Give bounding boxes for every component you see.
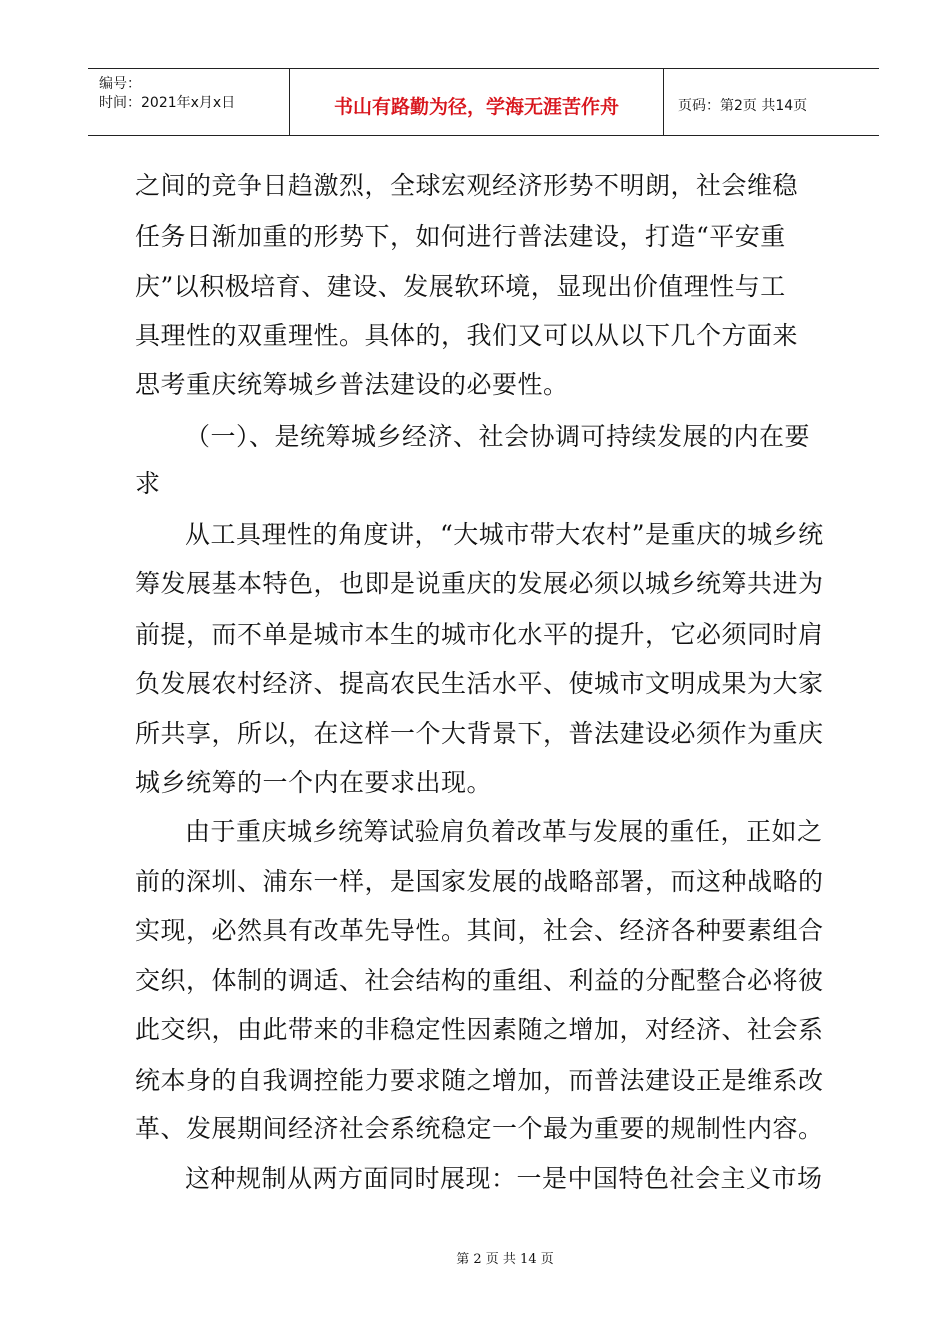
text-line: 这种规制从两方面同时展现：一是中国特色社会主义市场 [185, 1164, 823, 1193]
text-line: 城乡统筹的一个内在要求出现。 [135, 768, 493, 797]
page-header [88, 68, 879, 136]
text-line: 具理性的双重理性。具体的，我们又可以从以下几个方面来 [135, 321, 799, 350]
text-line: 庆”以积极培育、建设、发展软环境，显现出价值理性与工 [135, 272, 786, 301]
text-line: 交织，体制的调适、社会结构的重组、利益的分配整合必将彼 [135, 966, 824, 995]
section-heading: 求 [135, 469, 161, 498]
serial-number-label: 编号： [99, 76, 141, 92]
text-line: 思考重庆统筹城乡普法建设的必要性。 [135, 370, 569, 399]
text-line: 所共享，所以，在这样一个大背景下，普法建设必须作为重庆 [135, 719, 824, 748]
text-line: 负发展农村经济、提高农民生活水平、使城市文明成果为大家 [135, 669, 824, 698]
date-label: 时间：2021年x月x日 [99, 95, 236, 111]
motto-text: 书山有路勤为径，学海无涯苦作舟 [333, 96, 619, 118]
header-meta-cell [88, 69, 290, 135]
text-line: 从工具理性的角度讲，“大城市带大农村”是重庆的城乡统 [185, 520, 824, 549]
text-line: 前的深圳、浦东一样，是国家发展的战略部署，而这种战略的 [135, 867, 824, 896]
text-line: 实现，必然具有改革先导性。其间，社会、经济各种要素组合 [135, 916, 824, 945]
text-line: 任务日渐加重的形势下，如何进行普法建设，打造“平安重 [135, 222, 786, 251]
text-line: 由于重庆城乡统筹试验肩负着改革与发展的重任，正如之 [185, 817, 823, 846]
text-line: 之间的竞争日趋激烈，全球宏观经济形势不明朗，社会维稳 [135, 171, 799, 200]
text-line: 此交织，由此带来的非稳定性因素随之增加，对经济、社会系 [135, 1015, 824, 1044]
text-line: 筹发展基本特色，也即是说重庆的发展必须以城乡统筹共进为 [135, 569, 824, 598]
text-line: 统本身的自我调控能力要求随之增加，而普法建设正是维系改 [135, 1066, 824, 1095]
section-heading: （一）、是统筹城乡经济、社会协调可持续发展的内在要 [185, 422, 811, 451]
text-line: 革、发展期间经济社会系统稳定一个最为重要的规制性内容。 [135, 1114, 824, 1143]
text-line: 前提，而不单是城市本生的城市化水平的提升，它必须同时肩 [135, 620, 824, 649]
header-page-cell [664, 69, 879, 135]
header-motto-cell [290, 69, 664, 135]
page-footer: 第 2 页 共 14 页 [456, 1252, 554, 1267]
header-page-info: 页码：第2页 共14页 [678, 98, 808, 114]
